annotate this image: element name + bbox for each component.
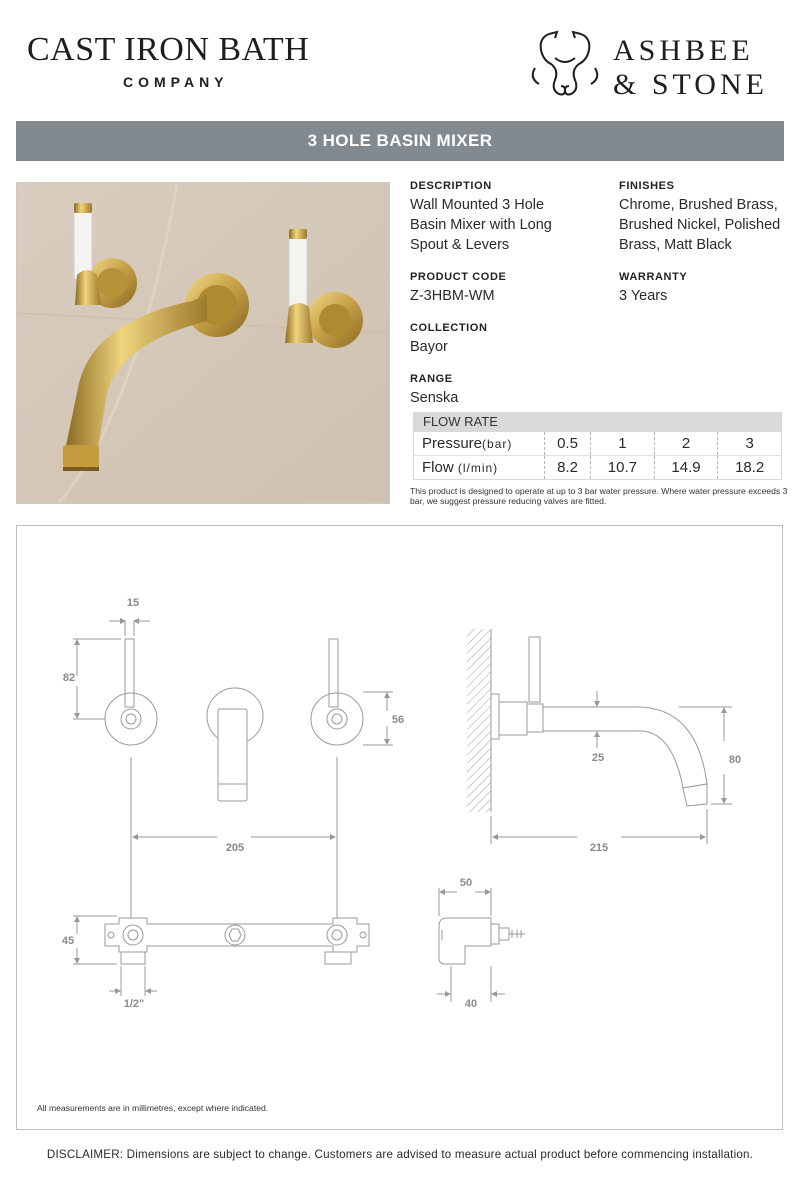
pressure-value: 3: [718, 432, 782, 456]
product-code-value: Z-3HBM-WM: [410, 288, 495, 304]
collection-value: Bayor: [410, 339, 448, 355]
description-label: DESCRIPTION: [410, 180, 492, 192]
flow-unit: (l/min): [457, 461, 499, 475]
flow-row: [414, 456, 782, 480]
product-code-label: PRODUCT CODE: [410, 271, 507, 283]
dim-plate-height: 56: [391, 714, 405, 726]
cast-iron-bath-logo: [27, 30, 309, 90]
flow-label-cell: [414, 456, 545, 480]
dim-valve-body: 40: [464, 998, 478, 1010]
dim-spout-drop: 80: [728, 754, 742, 766]
dim-thread: 1/2": [123, 998, 145, 1010]
measurement-note: All measurements are in millimetres, except where indicated.: [37, 1103, 269, 1113]
dim-spout-diameter: 25: [591, 752, 605, 764]
spec-column-right: [619, 180, 789, 322]
pressure-note: This product is designed to operate at up to 3 bar water pressure. Where water pressure exceeds 3 bar, we suggest pressure reducing valves are fitted.: [410, 486, 788, 506]
flow-label: Flow: [422, 459, 454, 476]
dim-valve-depth: 50: [459, 877, 473, 889]
dim-centres: 205: [225, 842, 245, 854]
flow-value: 8.2: [545, 456, 591, 480]
pressure-label-cell: [414, 432, 545, 456]
finishes-value: Chrome, Brushed Brass, Brushed Nickel, Polished Brass, Matt Black: [619, 197, 781, 253]
warranty-label: WARRANTY: [619, 271, 688, 283]
pressure-value: 0.5: [545, 432, 591, 456]
brand-subname: COMPANY: [123, 74, 229, 90]
collection-label: COLLECTION: [410, 322, 488, 334]
flow-value: 14.9: [654, 456, 718, 480]
warranty-value: 3 Years: [619, 288, 668, 304]
flow-rate-table: [413, 412, 782, 480]
flow-rate-heading: FLOW RATE: [413, 412, 782, 432]
product-photo: [16, 182, 390, 504]
range-value: Senska: [410, 390, 459, 406]
brand-name-line1: ASHBEE: [613, 34, 754, 67]
seahorse-emblem-icon: [525, 28, 605, 104]
description-value: Wall Mounted 3 Hole Basin Mixer with Long Spout & Levers: [410, 197, 552, 253]
ashbee-stone-logo: [525, 28, 775, 104]
dim-body-height: 45: [61, 935, 75, 947]
technical-drawing: [16, 525, 783, 1130]
brand-name: CAST IRON BATH: [27, 31, 310, 68]
dim-lever-width: 15: [126, 597, 140, 609]
dimension-drawing: [17, 526, 784, 1131]
product-title: 3 HOLE BASIN MIXER: [16, 121, 784, 161]
pressure-label: Pressure: [422, 435, 483, 452]
spec-column-left: [410, 180, 600, 424]
flow-value: 18.2: [718, 456, 782, 480]
disclaimer: DISCLAIMER: Dimensions are subject to change. Customers are advised to measure actual product before commencing installation.: [46, 1148, 754, 1161]
flow-value: 10.7: [591, 456, 655, 480]
finishes-label: FINISHES: [619, 180, 675, 192]
pressure-value: 2: [654, 432, 718, 456]
dim-lever-height: 82: [62, 672, 76, 684]
dim-projection: 215: [589, 842, 609, 854]
range-label: RANGE: [410, 373, 453, 385]
pressure-value: 1: [591, 432, 655, 456]
pressure-unit: (bar): [482, 437, 513, 451]
pressure-row: [414, 432, 782, 456]
brand-name-line2: & STONE: [613, 68, 768, 101]
